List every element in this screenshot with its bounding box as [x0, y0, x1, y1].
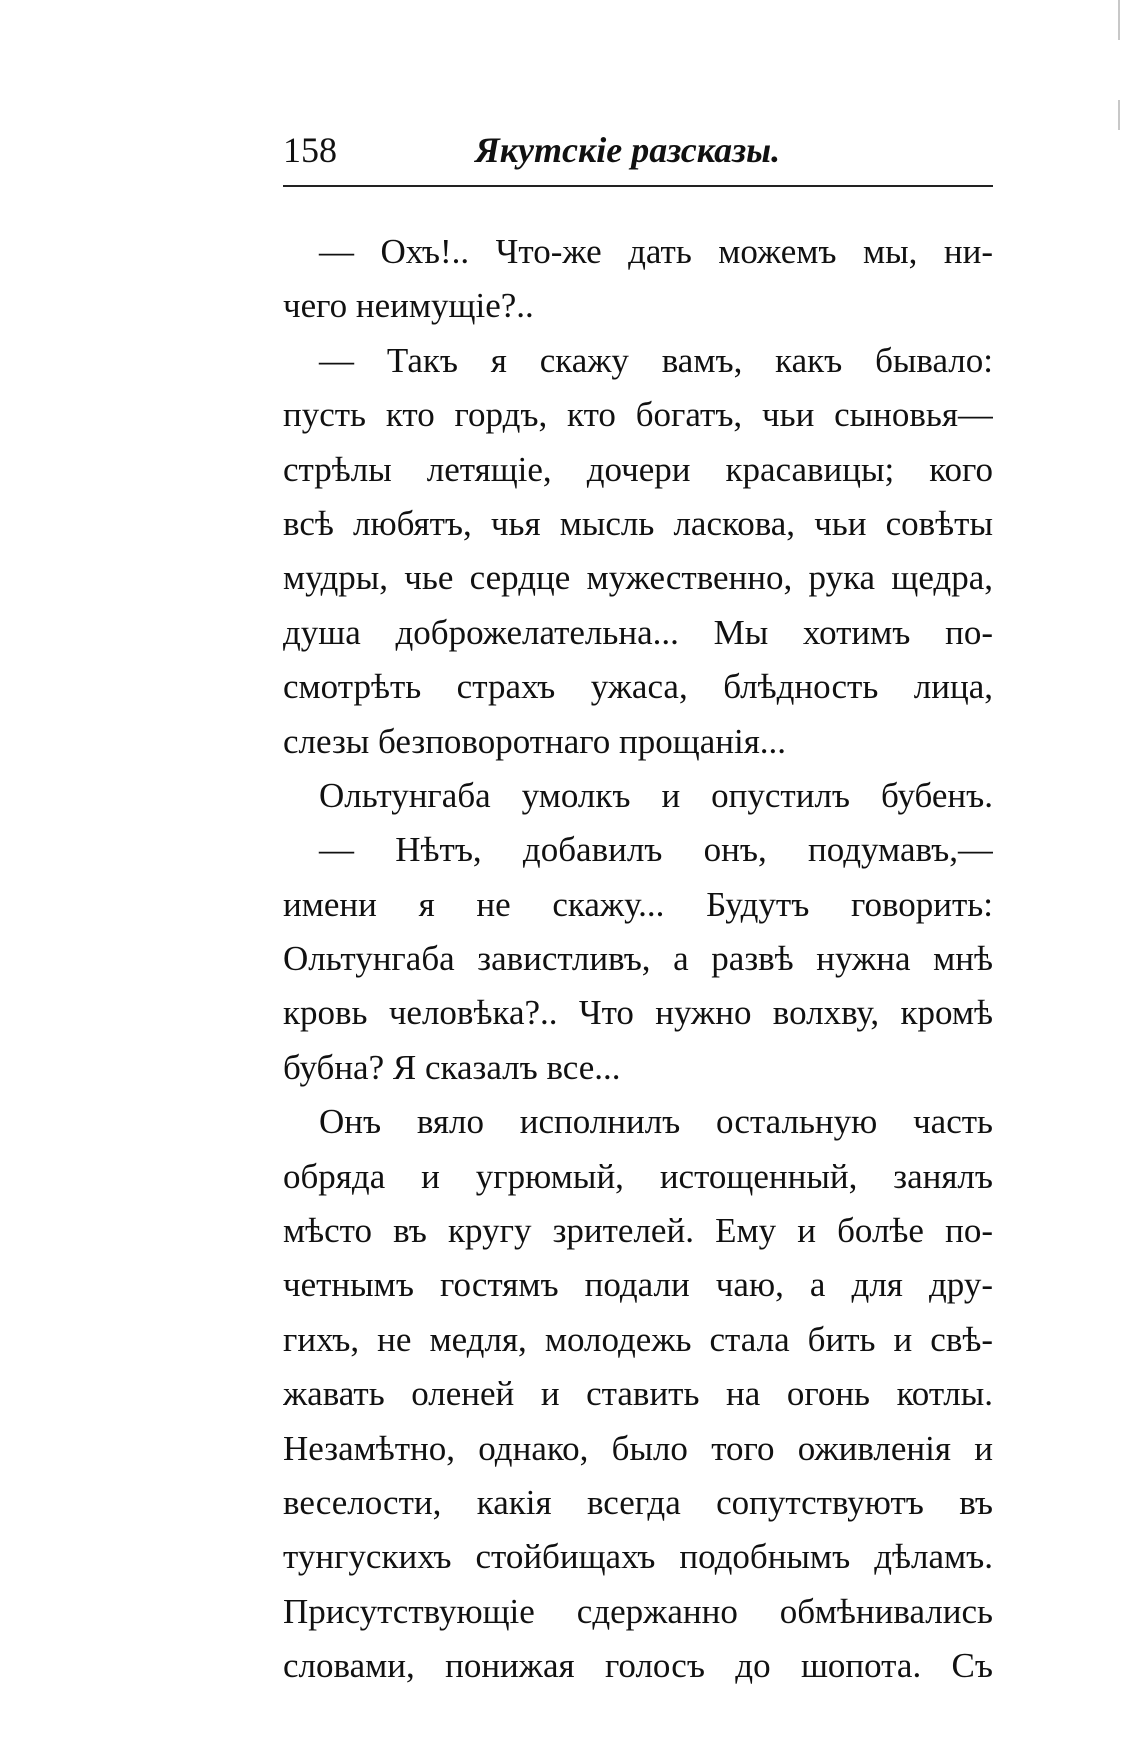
- running-title: Якутскіе разсказы.: [475, 130, 781, 170]
- text-line: смотрѣть страхъ ужаса, блѣдность лица,: [283, 667, 993, 707]
- page-number: 158: [283, 130, 337, 170]
- text-line: Ольтунгаба умолкъ и опустилъ бубенъ.: [319, 775, 993, 815]
- text-line: бубна? Я сказалъ все...: [283, 1047, 621, 1087]
- scan-edge-mark: [1118, 0, 1120, 40]
- text-line: словами, понижая голосъ до шопота. Съ: [283, 1646, 993, 1686]
- page-header: [283, 128, 993, 178]
- text-line: тунгускихъ стойбищахъ подобнымъ дѣламъ.: [283, 1537, 993, 1577]
- body-text: [283, 225, 993, 1694]
- text-line: кровь человѣка?.. Что нужно волхву, кромѣ: [283, 993, 993, 1033]
- text-line: гихъ, не медля, молодежь стала бить и свѣ-: [283, 1319, 993, 1359]
- header-rule: [283, 185, 993, 187]
- text-line: обряда и угрюмый, истощенный, занялъ: [283, 1156, 993, 1196]
- text-line: мѣсто въ кругу зрителей. Ему и болѣе по-: [283, 1211, 993, 1251]
- text-line: четнымъ гостямъ подали чаю, а для дру-: [283, 1265, 993, 1305]
- scan-edge-mark: [1118, 100, 1120, 130]
- text-line: — Охъ!.. Что-же дать можемъ мы, ни-: [319, 232, 993, 271]
- text-line: стрѣлы летящіе, дочери красавицы; кого: [283, 449, 993, 489]
- text-line: слезы безповоротнаго прощанія...: [283, 721, 787, 761]
- text-line: Ольтунгаба завистливъ, а развѣ нужна мнѣ: [283, 939, 993, 979]
- text-line: всѣ любятъ, чья мысль ласкова, чьи совѣты: [283, 503, 993, 543]
- text-line: жавать оленей и ставить на огонь котлы.: [283, 1374, 993, 1414]
- text-line: Присутствующіе сдержанно обмѣнивались: [283, 1591, 993, 1631]
- text-line: имени я не скажу... Будутъ говорить:: [283, 884, 993, 924]
- text-line: душа доброжелательна... Мы хотимъ по-: [283, 612, 993, 652]
- text-line: веселости, какія всегда сопутствуютъ въ: [283, 1482, 993, 1522]
- text-line: мудры, чье сердце мужественно, рука щедра,: [283, 558, 993, 598]
- text-line: — Такъ я скажу вамъ, какъ бывало:: [319, 340, 993, 380]
- text-line: Незамѣтно, однако, было того оживленія и: [283, 1428, 993, 1468]
- text-line: Онъ вяло исполнилъ остальную часть: [319, 1102, 993, 1142]
- text-line: чего неимущіе?..: [283, 286, 534, 326]
- text-line: пусть кто гордъ, кто богатъ, чьи сыновья—: [283, 395, 993, 435]
- text-line: — Нѣтъ, добавилъ онъ, подумавъ,—: [319, 830, 993, 870]
